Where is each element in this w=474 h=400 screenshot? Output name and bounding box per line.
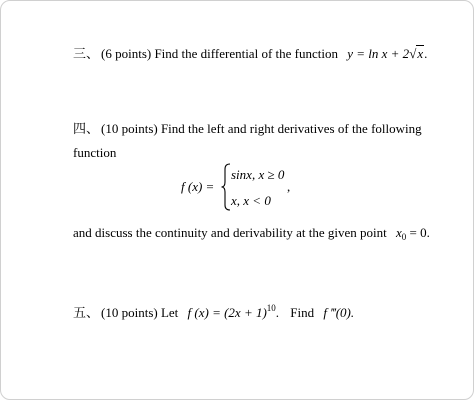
piecewise-function xyxy=(181,163,311,211)
given-point-subscript: 0 xyxy=(401,232,407,242)
question-5-expression: f (x) = (2x + 1) xyxy=(187,305,267,320)
given-point xyxy=(396,225,430,245)
question-3-period: . xyxy=(424,46,428,61)
question-5-text: (10 points) Let xyxy=(101,305,179,320)
given-point-variable: x xyxy=(396,225,402,240)
given-point-value: = 0. xyxy=(406,225,430,240)
question-4-line-1 xyxy=(73,121,422,138)
question-4-line-2 xyxy=(73,145,116,161)
question-5-find: Find xyxy=(290,305,315,320)
left-brace-icon xyxy=(221,163,231,211)
question-3-text: (6 points) Find the differential of the function xyxy=(101,46,338,61)
question-4-text-3: and discuss the continuity and derivability at the given point xyxy=(73,225,387,240)
piecewise-case-1: sinx, x ≥ 0 xyxy=(231,167,285,182)
sqrt-symbol: √x xyxy=(409,46,424,61)
piecewise-case-2: x, x < 0 xyxy=(231,193,271,208)
question-4-number: 四、 xyxy=(73,122,100,137)
question-4-line-3 xyxy=(73,225,430,245)
question-4-text-1: (10 points) Find the left and right derivatives of the following xyxy=(101,121,422,136)
question-5-function xyxy=(188,300,280,321)
question-5-period: . xyxy=(275,305,280,320)
piecewise-lhs: f (x) = xyxy=(181,179,215,194)
question-5-exponent: 10 xyxy=(266,303,276,313)
question-3 xyxy=(73,46,427,63)
question-3-lhs: y = ln x + 2 xyxy=(347,46,410,61)
question-5-derivative: f ‴(0). xyxy=(323,305,355,320)
question-5-number: 五、 xyxy=(73,306,100,321)
question-3-formula xyxy=(347,46,427,62)
question-5 xyxy=(73,300,354,322)
question-3-number: 三、 xyxy=(73,47,100,62)
question-4-text-2: function xyxy=(73,145,117,160)
sqrt-argument: x xyxy=(417,46,424,61)
piecewise-comma: , xyxy=(287,179,291,194)
